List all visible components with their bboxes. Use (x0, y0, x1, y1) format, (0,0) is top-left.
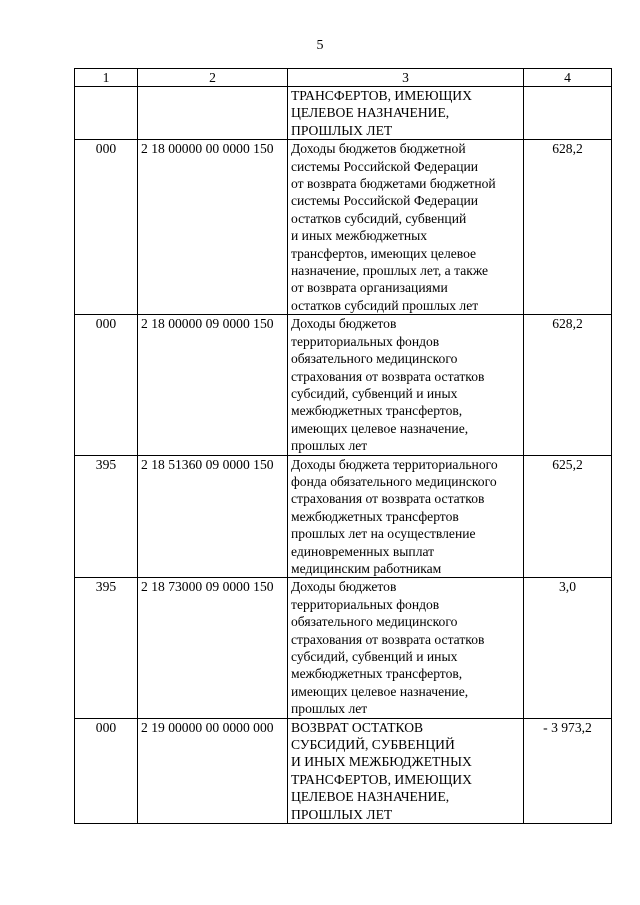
sum-cell (524, 87, 612, 140)
name-cell (288, 578, 524, 718)
name-line: страхования от возврата остатков (291, 491, 485, 507)
name-line: ЦЕЛЕВОЕ НАЗНАЧЕНИЕ, (291, 789, 450, 805)
name-line: медицинским работникам (291, 560, 442, 576)
name-line: межбюджетных трансфертов, (291, 666, 463, 682)
name-line: фонда обязательного медицинского (291, 473, 497, 489)
name-line: ТРАНСФЕРТОВ, ИМЕЮЩИХ (291, 88, 472, 103)
name-line: имеющих целевое назначение, (291, 683, 469, 699)
name-line: межбюджетных трансфертов, (291, 403, 463, 419)
name-cell (288, 718, 524, 823)
name-line: остатков субсидий прошлых лет (291, 297, 479, 313)
name-line: и иных межбюджетных (291, 228, 428, 244)
table-row (75, 315, 612, 455)
name-line: трансфертов, имеющих целевое (291, 245, 477, 261)
admin-code-cell: 000 (75, 140, 138, 315)
admin-code-cell: 000 (75, 315, 138, 455)
header-row (75, 69, 612, 87)
name-line: остатков субсидий, субвенций (291, 210, 467, 226)
name-line: Доходы бюджетов (291, 316, 397, 332)
name-line: СУБСИДИЙ, СУБВЕНЦИЙ (291, 737, 455, 753)
name-line: страхования от возврата остатков (291, 631, 485, 647)
table-row (75, 140, 612, 315)
name-line: от возврата бюджетами бюджетной (291, 176, 496, 192)
name-line: ЦЕЛЕВОЕ НАЗНАЧЕНИЕ, (291, 105, 450, 121)
name-cell (288, 140, 524, 315)
name-line: системы Российской Федерации (291, 158, 479, 174)
name-line: субсидий, субвенций и иных (291, 649, 458, 664)
table-row (75, 578, 612, 718)
name-line: обязательного медицинского (291, 614, 458, 630)
sum-cell: 628,2 (524, 140, 612, 315)
table-row (75, 718, 612, 823)
table-row (75, 87, 612, 140)
name-line: И ИНЫХ МЕЖБЮДЖЕТНЫХ (291, 754, 472, 770)
name-cell (288, 455, 524, 578)
kbk-code-cell: 2 18 00000 09 0000 150 (138, 315, 288, 455)
revenue-table (74, 68, 612, 824)
name-line: Доходы бюджетов (291, 579, 397, 595)
admin-code-cell: 000 (75, 718, 138, 823)
kbk-code-cell: 2 18 00000 00 0000 150 (138, 140, 288, 315)
kbk-code-cell: 2 18 73000 09 0000 150 (138, 578, 288, 718)
name-line: ПРОШЛЫХ ЛЕТ (291, 806, 393, 822)
kbk-code-cell: 2 19 00000 00 0000 000 (138, 718, 288, 823)
name-line: Доходы бюджета территориального (291, 456, 498, 472)
name-line: субсидий, субвенций и иных (291, 385, 458, 401)
name-line: межбюджетных трансфертов (291, 508, 459, 524)
sum-cell: 628,2 (524, 315, 612, 455)
header-col-1: 1 (75, 69, 138, 87)
name-line: территориальных фондов (291, 333, 440, 349)
name-line: территориальных фондов (291, 596, 440, 612)
name-cell (288, 315, 524, 455)
admin-code-cell: 395 (75, 455, 138, 578)
name-line: имеющих целевое назначение, (291, 420, 469, 436)
name-line: прошлых лет (291, 701, 368, 717)
admin-code-cell (75, 87, 138, 140)
name-line: прошлых лет (291, 438, 368, 454)
page-number: 5 (316, 38, 324, 53)
name-line: ТРАНСФЕРТОВ, ИМЕЮЩИХ (291, 771, 472, 787)
table-body (75, 87, 612, 824)
name-line: Доходы бюджетов бюджетной (291, 141, 466, 157)
kbk-code-cell (138, 87, 288, 140)
name-line: единовременных выплат (291, 543, 435, 559)
header-col-3: 3 (288, 69, 524, 87)
table-header (75, 69, 612, 87)
name-line: обязательного медицинского (291, 351, 458, 367)
header-col-2: 2 (138, 69, 288, 87)
name-cell (288, 87, 524, 140)
name-line: системы Российской Федерации (291, 193, 479, 209)
table-row (75, 455, 612, 578)
name-line: назначение, прошлых лет, а также (291, 263, 489, 279)
sum-cell: 3,0 (524, 578, 612, 718)
admin-code-cell: 395 (75, 578, 138, 718)
sum-cell: 625,2 (524, 455, 612, 578)
name-line: ВОЗВРАТ ОСТАТКОВ (291, 719, 424, 735)
name-line: ПРОШЛЫХ ЛЕТ (291, 122, 393, 138)
name-line: страхования от возврата остатков (291, 368, 485, 384)
name-line: от возврата организациями (291, 280, 448, 296)
kbk-code-cell: 2 18 51360 09 0000 150 (138, 455, 288, 578)
sum-cell: - 3 973,2 (524, 718, 612, 823)
header-col-4: 4 (524, 69, 612, 87)
name-line: прошлых лет на осуществление (291, 526, 476, 542)
